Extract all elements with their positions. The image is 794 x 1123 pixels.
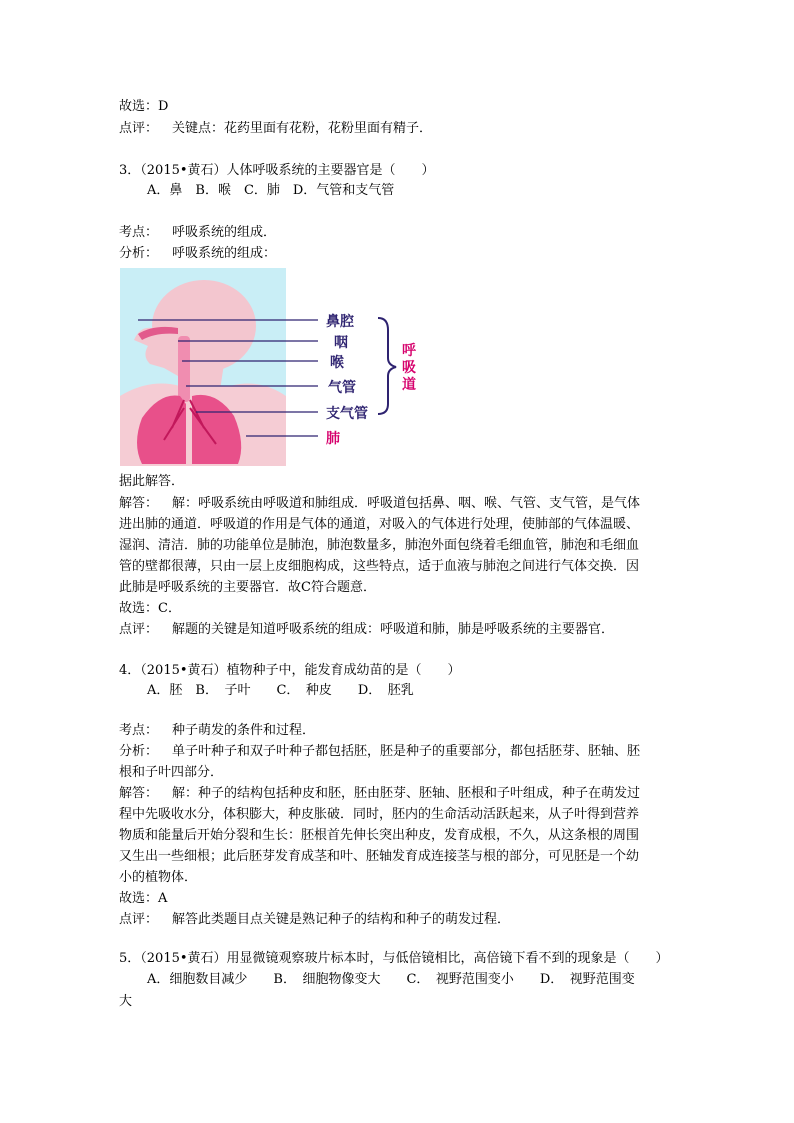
comment-line bbox=[119, 121, 432, 137]
comment-label: 点评： bbox=[119, 622, 159, 637]
fenxi-label: 分析： bbox=[119, 246, 159, 261]
jieda-label: 解答： bbox=[119, 496, 159, 511]
fenxi-3 bbox=[119, 246, 276, 262]
question-5-options: A．细胞数目减少 B． 细胞物像变大 C． 视野范围变小 D． 视野范围变 bbox=[147, 972, 635, 987]
comment-3 bbox=[119, 622, 614, 638]
respiratory-tract-brace bbox=[378, 318, 396, 414]
jieda-label: 解答： bbox=[119, 786, 159, 801]
kaodian-text: 呼吸系统的组成． bbox=[172, 225, 277, 240]
comment-label: 点评： bbox=[119, 121, 159, 136]
fenxi-4-line-1 bbox=[119, 744, 640, 760]
question-3-options: A．鼻 B．喉 C．肺 D．气管和支气管 bbox=[147, 183, 395, 198]
question-4: 4．（2015•黄石）植物种子中，能发育成幼苗的是（ ） bbox=[119, 663, 461, 678]
jieda-4-line-3: 物质和能量后开始分裂和生长：胚根首先伸长突出种皮，发育成根，不久，从这条根的周围 bbox=[119, 828, 640, 843]
question-5: 5．（2015•黄石）用显微镜观察玻片标本时，与低倍镜相比，高倍镜下看不到的现象是（ ） bbox=[119, 951, 669, 966]
label-trachea: 气管 bbox=[328, 380, 356, 396]
jieda-3-line-5: 此肺是呼吸系统的主要器官．故C符合题意． bbox=[119, 580, 376, 595]
question-3: 3．（2015•黄石）人体呼吸系统的主要器官是（ ） bbox=[119, 163, 435, 178]
jieda-4-line-5: 小的植物体． bbox=[119, 870, 198, 885]
comment-text: 解题的关键是知道呼吸系统的组成：呼吸道和肺，肺是呼吸系统的主要器官． bbox=[172, 622, 615, 637]
question-4-options: A．胚 B． 子叶 C． 种皮 D． 胚乳 bbox=[147, 683, 414, 698]
kaodian-4 bbox=[119, 723, 315, 739]
trachea-shape bbox=[178, 336, 190, 402]
kaodian-label: 考点： bbox=[119, 225, 159, 240]
side-char-1: 呼 bbox=[402, 343, 416, 359]
kaodian-label: 考点： bbox=[119, 723, 159, 738]
fenxi-4-line-2: 根和子叶四部分． bbox=[119, 765, 224, 780]
comment-text: 关键点：花药里面有花粉，花粉里面有精子． bbox=[172, 121, 433, 136]
jieda-4-line-2: 程中先吸收水分，体积膨大，种皮胀破．同时，胚内的生命活动活跃起来，从子叶得到营养 bbox=[119, 807, 640, 822]
answer-3: 故选：C． bbox=[119, 601, 181, 616]
label-larynx: 喉 bbox=[330, 355, 344, 371]
label-nasal-cavity: 鼻腔 bbox=[326, 314, 354, 330]
label-lung: 肺 bbox=[326, 431, 340, 447]
answer-line: 故选：D bbox=[119, 99, 169, 114]
kaodian-text: 种子萌发的条件和过程． bbox=[172, 723, 316, 738]
answer-4: 故选：A bbox=[119, 891, 168, 906]
comment-4 bbox=[119, 912, 510, 928]
after-figure-line: 据此解答． bbox=[119, 474, 185, 489]
kaodian-3 bbox=[119, 225, 276, 241]
jieda-3-line-4: 管的壁都很薄，只由一层上皮细胞构成，这些特点，适于血液与肺泡之间进行气体交换．因 bbox=[119, 559, 640, 574]
fenxi-text: 单子叶种子和双子叶种子都包括胚，胚是种子的重要部分，都包括胚芽、胚轴、胚 bbox=[172, 744, 641, 759]
jieda-3-line-3: 湿润、清洁．肺的功能单位是肺泡，肺泡数量多，肺泡外面包绕着毛细血管，肺泡和毛细血 bbox=[119, 538, 640, 553]
jieda-3-line-2: 进出肺的通道．呼吸道的作用是气体的通道，对吸入的气体进行处理，使肺部的气体温暖、 bbox=[119, 517, 640, 532]
side-char-2: 吸 bbox=[402, 360, 416, 376]
jieda-text: 解：种子的结构包括种皮和胚，胚由胚芽、胚轴、胚根和子叶组成，种子在萌发过 bbox=[172, 786, 641, 801]
jieda-4-line-4: 又生出一些细根；此后胚芽发育成茎和叶、胚轴发育成连接茎与根的部分，可见胚是一个幼 bbox=[119, 849, 640, 864]
jieda-4-line-1 bbox=[119, 786, 640, 802]
side-char-3: 道 bbox=[402, 377, 416, 393]
jieda-3-line-1 bbox=[119, 496, 640, 512]
label-pharynx: 咽 bbox=[334, 335, 348, 351]
fenxi-text: 呼吸系统的组成： bbox=[172, 246, 277, 261]
respiratory-figure bbox=[120, 268, 286, 466]
jieda-text: 解：呼吸系统由呼吸道和肺组成．呼吸道包括鼻、咽、喉、气管、支气管，是气体 bbox=[172, 496, 641, 511]
fenxi-label: 分析： bbox=[119, 744, 159, 759]
comment-text: 解答此类题目点关键是熟记种子的结构和种子的萌发过程． bbox=[172, 912, 511, 927]
label-bronchi: 支气管 bbox=[326, 406, 368, 422]
comment-label: 点评： bbox=[119, 912, 159, 927]
question-5-options-tail: 大 bbox=[119, 994, 133, 1009]
